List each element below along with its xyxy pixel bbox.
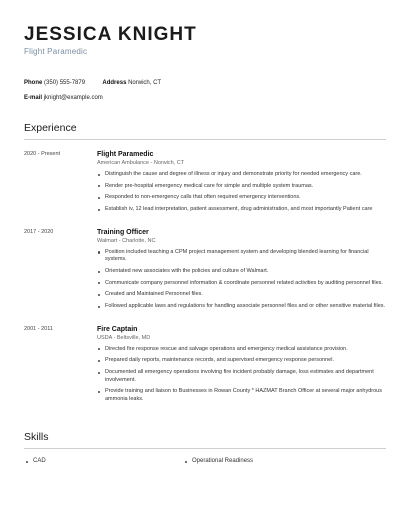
job-org: Walmart - Charlotte, NC — [97, 237, 156, 244]
job-bullet: Establish iv, 12 lead interpretation, patient assessment, drug administration, and most importantly Patient care — [97, 206, 386, 214]
contact-info — [24, 76, 386, 106]
email-label: E-mail — [24, 95, 43, 101]
job-bullet: Distinguish the cause and degree of illness or injury and demonstrate priority for needed emergency care. — [97, 171, 386, 179]
job-org: USDA - Beltsville, MD — [97, 334, 151, 341]
job-org: American Ambulance - Norwich, CT — [97, 160, 185, 166]
job-bullets — [97, 171, 386, 214]
job-bullet: Created and Maintained Personnel files. — [97, 291, 386, 299]
email-value: jknight@example.com — [43, 95, 103, 101]
experience-heading: Experience — [24, 122, 386, 140]
job-bullet: Orientated new associates with the policies and culture of Walmart. — [97, 268, 386, 276]
job-role: Training Officer — [97, 228, 149, 236]
job-bullet: Position included teaching a CPM project management system and developing blended learning for financial systems. — [97, 249, 386, 264]
job-date: 2001 - 2011 — [24, 325, 53, 332]
job-bullet: Prepared daily reports, maintenance records, and supervised emergency response personnel. — [97, 357, 386, 365]
job-role: Fire Captain — [97, 325, 138, 333]
skill-item: Operational Readiness — [183, 458, 253, 464]
job-bullet: Communicate company personnel information & coordinate personnel related activities by auditing personnel files. — [97, 280, 386, 288]
experience-entry — [24, 325, 386, 408]
job-bullet: Directed fire response rescue and salvage operations and emergency medical assistance provision. — [97, 346, 386, 354]
address-label: Address — [102, 80, 127, 86]
experience-entry — [24, 228, 386, 315]
job-role: Flight Paramedic — [97, 151, 154, 158]
job-bullet: Documented all emergency operations involving fire incident probably damage, loss estimates and department involvement. — [97, 369, 386, 384]
job-bullet: Responded to non-emergency calls that often required emergency interventions. — [97, 194, 386, 202]
job-date: 2020 - Present — [24, 151, 61, 157]
job-bullet: Followed applicable laws and regulations for handling associate personnel files and or other sensitive material files. — [97, 303, 386, 311]
skill-item: CAD — [24, 458, 183, 464]
skills-list — [24, 458, 386, 464]
phone-value: (350) 555-7879 — [44, 80, 86, 86]
candidate-title: Flight Paramedic — [24, 47, 88, 56]
job-bullets — [97, 249, 386, 311]
phone-label: Phone — [24, 80, 43, 86]
job-bullets — [97, 346, 386, 404]
candidate-name: JESSICA KNIGHT — [24, 24, 197, 45]
experience-entry — [24, 150, 386, 218]
job-bullet: Render pre-hospital emergency medical care for simple and multiple system traumas. — [97, 183, 386, 191]
job-bullet: Provide training and liaison to Businesses in Rowan County * HAZMAT Branch Officer at several major anhydrous ammonia leaks. — [97, 388, 386, 403]
contact-row-1 — [24, 76, 386, 91]
address-value: Norwich, CT — [128, 80, 162, 86]
contact-row-2 — [24, 91, 386, 106]
skills-heading: Skills — [24, 431, 386, 449]
job-date: 2017 - 2020 — [24, 228, 54, 235]
